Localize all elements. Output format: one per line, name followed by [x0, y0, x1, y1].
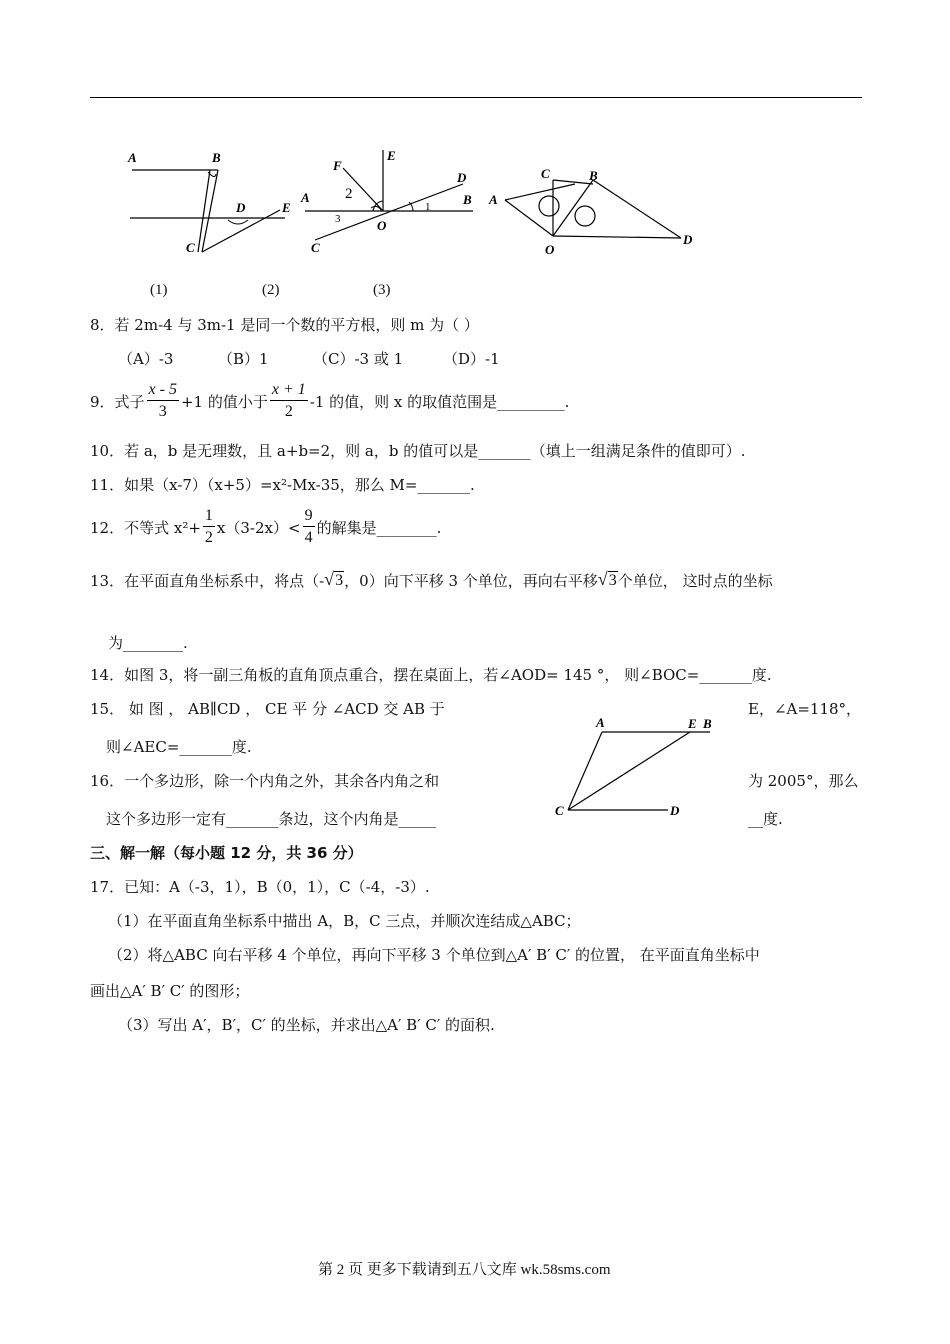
question-9: [90, 380, 569, 423]
fig3-label-d: D: [683, 232, 693, 247]
q9-answer-blank[interactable]: _________: [497, 392, 565, 411]
question-16-left: 16．一个多边形，除一个内角之外，其余各内角之和: [90, 772, 440, 790]
question-8-option-a: （A）-3: [118, 350, 174, 368]
q9-prefix: 9．式子: [90, 393, 145, 411]
q12-f2-numerator: 9: [303, 506, 315, 527]
fig2-label-d: D: [457, 170, 467, 185]
question-11: 11．如果（x-7）（x+5）=x²-Mx-35，那么 M=_______.: [90, 476, 475, 494]
fig2-label-b: B: [463, 192, 472, 207]
question-8-option-b: （B）1: [218, 350, 269, 368]
fig16-label-a: A: [596, 715, 605, 730]
q12-fraction-2: [303, 506, 315, 549]
fig3-label-a: A: [489, 192, 498, 207]
q13-part1: 13．在平面直角坐标系中，将点（-: [90, 572, 325, 590]
fig2-label-f: F: [333, 158, 342, 173]
q9-suffix: -1 的值，则 x 的取值范围是: [309, 393, 498, 411]
question-15-right: E，∠A=118°，: [748, 700, 862, 718]
q9-f1-numerator: x - 5: [147, 380, 179, 401]
fig2-label-c: C: [311, 240, 320, 255]
q12-suffix: 的解集是________.: [316, 519, 442, 537]
figure-2-diagram: [295, 140, 485, 260]
figure-3-caption: (3): [373, 282, 391, 298]
question-8-option-c: （C）-3 或 1: [313, 350, 404, 368]
fig3-label-b: B: [589, 168, 598, 183]
q9-end: .: [564, 392, 570, 411]
fig3-label-c: C: [541, 166, 550, 181]
q13-sqrt-2: √ 3: [597, 568, 617, 589]
question-17-part-1: （1）在平面直角坐标系中描出 A，B，C 三点，并顺次连结成△ABC；: [108, 912, 581, 930]
question-16-line-2-right: __度.: [748, 810, 783, 828]
q12-prefix: 12．不等式 x²+: [90, 519, 201, 537]
q13-part2: ，0）向下平移 3 个单位，再向右平移: [344, 572, 598, 590]
figure-3-diagram: [485, 162, 700, 262]
question-17-part-3: （3）写出 A′，B′，C′ 的坐标，并求出△A′ B′ C′ 的面积.: [118, 1016, 495, 1034]
question-13-line-1: [90, 570, 773, 591]
question-10: 10．若 a，b 是无理数，且 a+b=2，则 a，b 的值可以是_______（填上一组满足条件的值即可）.: [90, 442, 746, 460]
figure-1-diagram: [120, 140, 300, 260]
question-17-part-2b: 画出△A′ B′ C′ 的图形；: [90, 982, 250, 1000]
fig2-label-e: E: [387, 148, 396, 163]
fig1-label-a: A: [128, 150, 137, 165]
page-footer: 第 2 页 更多下载请到五八文库 wk.58sms.com: [318, 1262, 611, 1278]
fig16-label-c: C: [555, 803, 564, 818]
question-8-stem: 8．若 2m-4 与 3m-1 是同一个数的平方根，则 m 为（ ）: [90, 316, 479, 334]
fig1-label-b: B: [212, 150, 221, 165]
q13-part3: 个单位， 这时点的坐标: [617, 572, 773, 590]
q12-f1-denominator: 2: [204, 529, 213, 546]
q13-sqrt-1: √ 3: [324, 568, 344, 589]
fig2-label-o: O: [377, 218, 387, 233]
question-15-line-2: 则∠AEC=_______度.: [106, 738, 252, 756]
fig1-label-e: E: [282, 200, 291, 215]
fig2-angle-3: 3: [335, 213, 341, 225]
q13-radicand-1: 3: [335, 571, 344, 589]
q9-f1-denominator: 3: [158, 403, 167, 420]
question-13-line-2: 为________.: [108, 634, 188, 652]
q9-fraction-2: [270, 380, 308, 423]
fig1-label-c: C: [186, 240, 195, 255]
question-12: [90, 506, 441, 549]
q12-fraction-1: [203, 506, 215, 549]
question-16-right: 为 2005°，那么: [748, 772, 859, 790]
q12-f2-denominator: 4: [304, 529, 313, 546]
q9-mid: +1 的值小于: [180, 393, 268, 411]
fig1-label-d: D: [236, 200, 246, 215]
header-rule: [90, 97, 862, 98]
q13-radicand-2: 3: [608, 571, 617, 589]
fig16-label-d: D: [670, 803, 680, 818]
figure-q15-diagram: [550, 712, 730, 822]
q9-f2-denominator: 2: [284, 403, 293, 420]
q9-fraction-1: [147, 380, 179, 423]
question-8-option-d: （D）-1: [443, 350, 500, 368]
question-15-left: 15． 如 图 ， AB∥CD ， CE 平 分 ∠ACD 交 AB 于: [90, 700, 445, 718]
question-14: 14．如图 3，将一副三角板的直角顶点重合，摆在桌面上，若∠AOD= 145 °， 则∠BOC=_______度.: [90, 666, 772, 684]
q12-mid: x（3-2x）<: [216, 519, 301, 537]
question-16-line-2-left: 这个多边形一定有_______条边，这个内角是_____: [106, 810, 437, 828]
question-17-part-2a: （2）将△ABC 向右平移 4 个单位，再向下平移 3 个单位到△A′ B′ C′ 的位置， 在平面直角坐标中: [108, 946, 760, 964]
section-3-title: 三、解一解（每小题 12 分，共 36 分）: [90, 844, 363, 862]
fig2-angle-1: 1: [425, 201, 431, 213]
fig16-label-e: E: [688, 716, 697, 731]
q12-f1-numerator: 1: [203, 506, 215, 527]
figure-2-caption: (2): [262, 282, 280, 298]
fig2-label-a: A: [301, 190, 310, 205]
q9-f2-numerator: x + 1: [270, 380, 308, 401]
figure-1-caption: (1): [150, 282, 168, 298]
fig2-angle-2: 2: [345, 186, 353, 202]
fig3-label-o: O: [545, 242, 555, 257]
question-17-stem: 17．已知：A（-3，1），B（0，1），C（-4，-3）.: [90, 878, 430, 896]
fig16-label-b: B: [703, 716, 712, 731]
